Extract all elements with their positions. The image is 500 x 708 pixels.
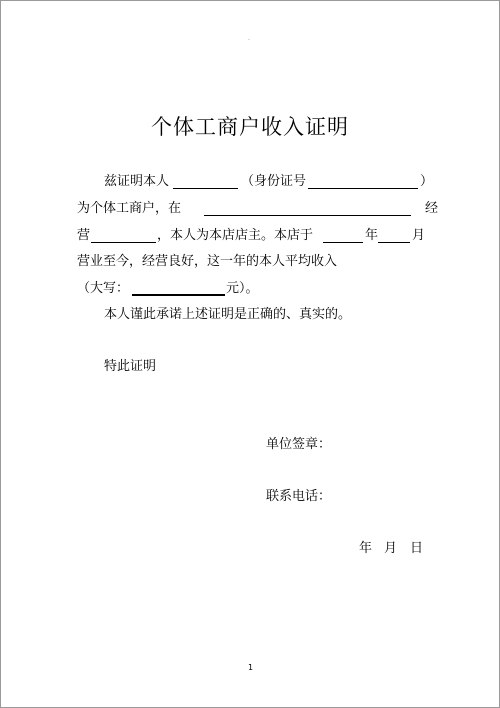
unit-seal-label: 单位签章： [266, 437, 332, 452]
blank-location[interactable] [204, 214, 411, 216]
text-month: 月 [412, 228, 426, 243]
date-year: 年 [359, 541, 373, 556]
text-operate-end: 营 [77, 228, 91, 243]
text-hereby-certify: 特此证明 [104, 359, 157, 374]
text-amount-label: （大写： [77, 281, 130, 296]
page-number: 1 [248, 663, 254, 672]
blank-month[interactable] [378, 241, 410, 243]
blank-year[interactable] [323, 241, 363, 243]
text-yuan: 元）。 [226, 281, 259, 296]
text-year: 年 [365, 228, 379, 243]
date-month: 月 [384, 541, 398, 556]
text-income-statement: 营业至今，经营良好，这一年的本人平均收入 [77, 254, 338, 269]
header-mark: · [248, 37, 250, 44]
text-certify-person: 兹证明本人 [104, 174, 170, 189]
text-id-number-label: （身份证号 [241, 174, 307, 189]
blank-name[interactable] [173, 187, 238, 189]
document-title: 个体工商户收入证明 [151, 115, 349, 139]
text-owner-statement: ，本人为本店店主。本店于 [157, 228, 314, 243]
text-close-paren: ） [420, 174, 434, 189]
date-day: 日 [410, 541, 424, 556]
text-commitment: 本人谨此承诺上述证明是正确的、真实的。 [104, 307, 352, 322]
blank-amount-uppercase[interactable] [132, 293, 225, 296]
text-operate-start: 经 [425, 201, 439, 216]
text-individual-business: 为个体工商户，在 [77, 201, 182, 216]
contact-phone-label: 联系电话： [266, 489, 332, 504]
blank-id-number[interactable] [308, 187, 418, 189]
blank-business-type[interactable] [91, 241, 156, 243]
